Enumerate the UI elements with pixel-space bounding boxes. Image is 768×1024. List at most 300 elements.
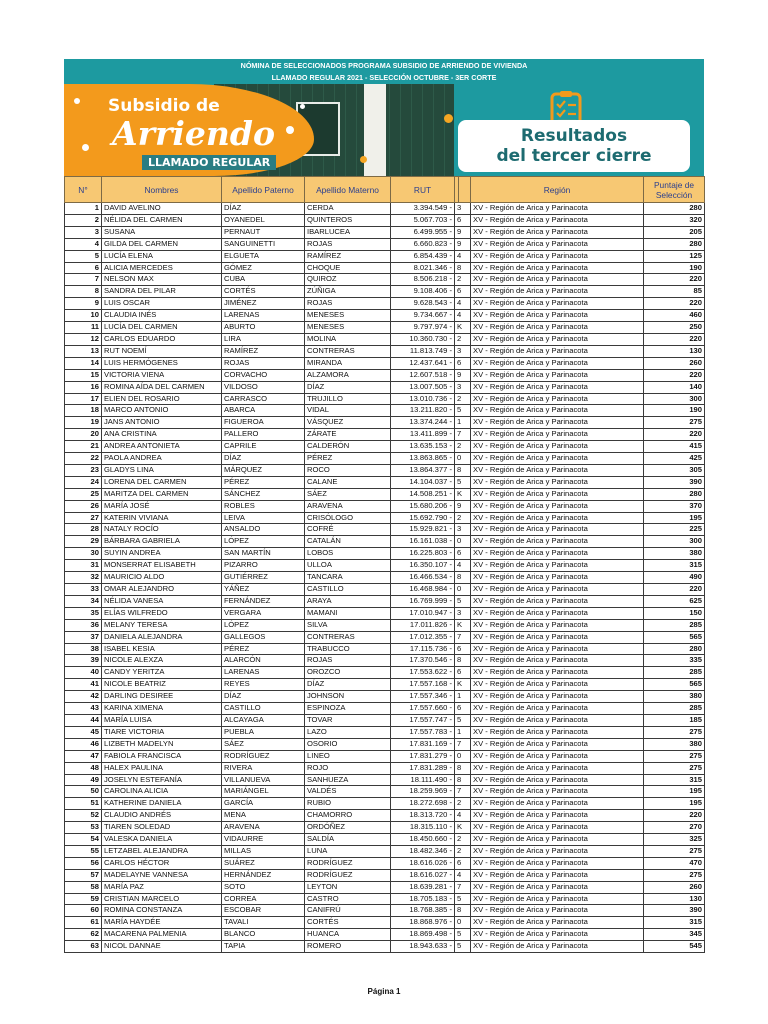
row-score: 315 (644, 917, 705, 929)
row-region: XV - Región de Arica y Parinacota (471, 822, 644, 834)
row-rut-check-digit: 5 (455, 893, 471, 905)
row-paternal-surname: PERNAUT (222, 226, 305, 238)
table-row (65, 834, 705, 846)
row-region: XV - Región de Arica y Parinacota (471, 584, 644, 596)
row-paternal-surname: MENA (222, 810, 305, 822)
row-number: 6 (65, 262, 102, 274)
row-names: JANS ANTONIO (102, 417, 222, 429)
table-row (65, 310, 705, 322)
row-rut-check-digit: 0 (455, 584, 471, 596)
decor-dot (74, 98, 80, 104)
table-row (65, 679, 705, 691)
row-maternal-surname: SANHUEZA (305, 774, 391, 786)
row-maternal-surname: ULLOA (305, 560, 391, 572)
row-maternal-surname: RUBIO (305, 798, 391, 810)
row-score: 380 (644, 548, 705, 560)
row-number: 11 (65, 322, 102, 334)
row-maternal-surname: SALDÍA (305, 834, 391, 846)
row-score: 85 (644, 286, 705, 298)
row-rut-check-digit: 0 (455, 453, 471, 465)
row-region: XV - Región de Arica y Parinacota (471, 322, 644, 334)
row-paternal-surname: HERNÁNDEZ (222, 869, 305, 881)
table-row (65, 214, 705, 226)
row-number: 42 (65, 691, 102, 703)
row-paternal-surname: ANSALDO (222, 524, 305, 536)
results-subtitle: del tercer cierre (496, 146, 652, 166)
row-names: FABIOLA FRANCISCA (102, 750, 222, 762)
row-rut-check-digit: 3 (455, 203, 471, 215)
row-score: 545 (644, 941, 705, 953)
row-score: 625 (644, 595, 705, 607)
row-score: 280 (644, 643, 705, 655)
decor-dot (82, 144, 89, 151)
row-names: MARÍA JOSÉ (102, 500, 222, 512)
table-row (65, 845, 705, 857)
row-maternal-surname: IBARLUCEA (305, 226, 391, 238)
row-score: 280 (644, 203, 705, 215)
row-number: 53 (65, 822, 102, 834)
row-paternal-surname: CASTILLO (222, 703, 305, 715)
row-score: 275 (644, 726, 705, 738)
page-number: Página 1 (367, 987, 401, 996)
row-number: 27 (65, 512, 102, 524)
row-rut-check-digit: 0 (455, 750, 471, 762)
row-names: NÉLIDA VANESA (102, 595, 222, 607)
table-row (65, 595, 705, 607)
row-maternal-surname: CASTRO (305, 893, 391, 905)
row-rut-check-digit: 5 (455, 476, 471, 488)
decor-dot (286, 126, 294, 134)
row-region: XV - Región de Arica y Parinacota (471, 512, 644, 524)
row-rut: 17.557.168 - (391, 679, 455, 691)
row-number: 2 (65, 214, 102, 226)
row-region: XV - Región de Arica y Parinacota (471, 857, 644, 869)
row-number: 57 (65, 869, 102, 881)
row-region: XV - Región de Arica y Parinacota (471, 667, 644, 679)
row-region: XV - Región de Arica y Parinacota (471, 464, 644, 476)
row-region: XV - Región de Arica y Parinacota (471, 941, 644, 953)
table-row (65, 405, 705, 417)
row-rut-check-digit: 6 (455, 667, 471, 679)
row-number: 21 (65, 441, 102, 453)
table-row (65, 572, 705, 584)
row-rut-check-digit: 5 (455, 595, 471, 607)
row-region: XV - Región de Arica y Parinacota (471, 798, 644, 810)
row-region: XV - Región de Arica y Parinacota (471, 595, 644, 607)
row-rut-check-digit: 4 (455, 810, 471, 822)
row-rut: 14.508.251 - (391, 488, 455, 500)
row-names: MARÍA PAZ (102, 881, 222, 893)
row-maternal-surname: LAZO (305, 726, 391, 738)
row-region: XV - Región de Arica y Parinacota (471, 310, 644, 322)
row-region: XV - Región de Arica y Parinacota (471, 536, 644, 548)
row-score: 190 (644, 262, 705, 274)
row-number: 37 (65, 631, 102, 643)
row-names: GILDA DEL CARMEN (102, 238, 222, 250)
row-paternal-surname: SAN MARTÍN (222, 548, 305, 560)
row-score: 280 (644, 488, 705, 500)
row-names: CLAUDIO ANDRÉS (102, 810, 222, 822)
row-number: 12 (65, 333, 102, 345)
row-score: 285 (644, 619, 705, 631)
row-rut: 13.635.153 - (391, 441, 455, 453)
table-row (65, 726, 705, 738)
row-rut: 17.557.747 - (391, 714, 455, 726)
row-names: KATERIN VIVIANA (102, 512, 222, 524)
row-rut-check-digit: 3 (455, 345, 471, 357)
row-rut-check-digit: 2 (455, 274, 471, 286)
row-region: XV - Región de Arica y Parinacota (471, 750, 644, 762)
row-number: 33 (65, 584, 102, 596)
row-score: 130 (644, 345, 705, 357)
row-rut: 3.394.549 - (391, 203, 455, 215)
row-maternal-surname: ALZAMORA (305, 369, 391, 381)
row-maternal-surname: ESPINOZA (305, 703, 391, 715)
row-rut-check-digit: 6 (455, 548, 471, 560)
table-row (65, 869, 705, 881)
table-row (65, 584, 705, 596)
row-rut: 11.813.749 - (391, 345, 455, 357)
table-row (65, 607, 705, 619)
row-region: XV - Región de Arica y Parinacota (471, 607, 644, 619)
row-score: 140 (644, 381, 705, 393)
row-region: XV - Región de Arica y Parinacota (471, 357, 644, 369)
row-rut-check-digit: 9 (455, 238, 471, 250)
table-row (65, 941, 705, 953)
row-number: 54 (65, 834, 102, 846)
row-number: 34 (65, 595, 102, 607)
row-maternal-surname: TANCARA (305, 572, 391, 584)
row-names: NICOL DANNAE (102, 941, 222, 953)
table-row (65, 322, 705, 334)
table-row (65, 548, 705, 560)
row-maternal-surname: MOLINA (305, 333, 391, 345)
row-names: CRISTIAN MARCELO (102, 893, 222, 905)
row-score: 220 (644, 810, 705, 822)
row-rut: 14.104.037 - (391, 476, 455, 488)
row-rut: 13.211.820 - (391, 405, 455, 417)
row-names: ROMINA CONSTANZA (102, 905, 222, 917)
row-rut-check-digit: 2 (455, 798, 471, 810)
row-rut: 13.863.865 - (391, 453, 455, 465)
row-names: SUSANA (102, 226, 222, 238)
row-names: DAVID AVELINO (102, 203, 222, 215)
row-rut-check-digit: 8 (455, 774, 471, 786)
table-row (65, 667, 705, 679)
row-number: 23 (65, 464, 102, 476)
row-names: CANDY YERITZA (102, 667, 222, 679)
row-rut: 17.831.289 - (391, 762, 455, 774)
table-row (65, 762, 705, 774)
row-names: MARITZA DEL CARMEN (102, 488, 222, 500)
table-row (65, 810, 705, 822)
row-region: XV - Región de Arica y Parinacota (471, 262, 644, 274)
table-row (65, 750, 705, 762)
row-names: KATHERINE DANIELA (102, 798, 222, 810)
row-region: XV - Región de Arica y Parinacota (471, 476, 644, 488)
row-paternal-surname: LÓPEZ (222, 619, 305, 631)
row-rut-check-digit: 6 (455, 857, 471, 869)
row-rut: 13.374.244 - (391, 417, 455, 429)
row-paternal-surname: DÍAZ (222, 691, 305, 703)
table-row (65, 881, 705, 893)
row-rut: 18.616.026 - (391, 857, 455, 869)
row-region: XV - Región de Arica y Parinacota (471, 560, 644, 572)
row-paternal-surname: VILLANUEVA (222, 774, 305, 786)
row-score: 125 (644, 250, 705, 262)
row-number: 35 (65, 607, 102, 619)
row-score: 415 (644, 441, 705, 453)
row-number: 30 (65, 548, 102, 560)
table-row (65, 703, 705, 715)
row-names: MARÍA LUISA (102, 714, 222, 726)
col-header-paternal-surname: Apellido Paterno (222, 177, 305, 203)
col-header-rut: RUT (391, 177, 455, 203)
table-header-row (65, 177, 705, 203)
row-paternal-surname: MILLAS (222, 845, 305, 857)
row-number: 58 (65, 881, 102, 893)
row-score: 275 (644, 762, 705, 774)
row-rut: 16.466.534 - (391, 572, 455, 584)
row-score: 320 (644, 214, 705, 226)
row-rut: 17.557.346 - (391, 691, 455, 703)
row-paternal-surname: ROJAS (222, 357, 305, 369)
row-rut: 17.831.279 - (391, 750, 455, 762)
row-score: 275 (644, 750, 705, 762)
row-number: 9 (65, 298, 102, 310)
row-region: XV - Región de Arica y Parinacota (471, 643, 644, 655)
row-region: XV - Región de Arica y Parinacota (471, 286, 644, 298)
row-maternal-surname: CHOQUE (305, 262, 391, 274)
row-number: 40 (65, 667, 102, 679)
row-maternal-surname: COFRÉ (305, 524, 391, 536)
row-score: 390 (644, 905, 705, 917)
table-row (65, 655, 705, 667)
row-names: SANDRA DEL PILAR (102, 286, 222, 298)
row-rut-check-digit: 1 (455, 417, 471, 429)
table-row (65, 822, 705, 834)
row-maternal-surname: CASTILLO (305, 584, 391, 596)
row-rut: 17.557.660 - (391, 703, 455, 715)
row-number: 13 (65, 345, 102, 357)
row-number: 49 (65, 774, 102, 786)
row-paternal-surname: ESCOBAR (222, 905, 305, 917)
row-names: VICTORIA VIENA (102, 369, 222, 381)
row-names: PAOLA ANDREA (102, 453, 222, 465)
row-maternal-surname: CALANE (305, 476, 391, 488)
row-number: 8 (65, 286, 102, 298)
row-names: DANIELA ALEJANDRA (102, 631, 222, 643)
row-region: XV - Región de Arica y Parinacota (471, 429, 644, 441)
row-score: 150 (644, 607, 705, 619)
row-rut: 17.557.783 - (391, 726, 455, 738)
table-row (65, 393, 705, 405)
row-maternal-surname: RAMÍREZ (305, 250, 391, 262)
row-number: 19 (65, 417, 102, 429)
table-row (65, 917, 705, 929)
row-rut-check-digit: 3 (455, 607, 471, 619)
row-paternal-surname: CORVACHO (222, 369, 305, 381)
row-paternal-surname: GÓMEZ (222, 262, 305, 274)
row-region: XV - Región de Arica y Parinacota (471, 655, 644, 667)
table-row (65, 905, 705, 917)
row-paternal-surname: MARIÁNGEL (222, 786, 305, 798)
row-maternal-surname: ORDÓÑEZ (305, 822, 391, 834)
row-maternal-surname: OSORIO (305, 738, 391, 750)
row-maternal-surname: ARAVENA (305, 500, 391, 512)
row-rut-check-digit: 9 (455, 500, 471, 512)
row-region: XV - Región de Arica y Parinacota (471, 417, 644, 429)
row-rut: 17.370.546 - (391, 655, 455, 667)
row-names: GLADYS LINA (102, 464, 222, 476)
row-paternal-surname: DÍAZ (222, 203, 305, 215)
table-row (65, 691, 705, 703)
title-line-1: NÓMINA DE SELECCIONADOS PROGRAMA SUBSIDIO DE ARRIENDO DE VIVIENDA (240, 61, 528, 70)
row-rut-check-digit: 7 (455, 881, 471, 893)
row-rut-check-digit: K (455, 679, 471, 691)
row-rut-check-digit: 5 (455, 941, 471, 953)
table-row (65, 536, 705, 548)
row-names: LORENA DEL CARMEN (102, 476, 222, 488)
row-names: MAURICIO ALDO (102, 572, 222, 584)
col-header-blank (459, 177, 471, 203)
row-rut-check-digit: 3 (455, 524, 471, 536)
row-region: XV - Región de Arica y Parinacota (471, 703, 644, 715)
row-score: 195 (644, 512, 705, 524)
table-row (65, 226, 705, 238)
row-names: MELANY TERESA (102, 619, 222, 631)
table-row (65, 298, 705, 310)
row-score: 130 (644, 893, 705, 905)
row-names: ANA CRISTINA (102, 429, 222, 441)
row-paternal-surname: ALCAYAGA (222, 714, 305, 726)
row-score: 270 (644, 822, 705, 834)
row-region: XV - Región de Arica y Parinacota (471, 881, 644, 893)
row-number: 1 (65, 203, 102, 215)
row-rut-check-digit: 8 (455, 762, 471, 774)
row-rut-check-digit: 9 (455, 226, 471, 238)
row-paternal-surname: LARENAS (222, 310, 305, 322)
row-rut: 18.868.976 - (391, 917, 455, 929)
row-number: 32 (65, 572, 102, 584)
row-paternal-surname: PIZARRO (222, 560, 305, 572)
row-region: XV - Región de Arica y Parinacota (471, 345, 644, 357)
row-names: OMAR ALEJANDRO (102, 584, 222, 596)
row-maternal-surname: LUNA (305, 845, 391, 857)
row-paternal-surname: FIGUEROA (222, 417, 305, 429)
table-row (65, 631, 705, 643)
row-rut: 18.313.720 - (391, 810, 455, 822)
row-rut: 13.007.505 - (391, 381, 455, 393)
row-maternal-surname: SÁEZ (305, 488, 391, 500)
row-names: KARINA XIMENA (102, 703, 222, 715)
row-number: 22 (65, 453, 102, 465)
row-score: 195 (644, 786, 705, 798)
table-row (65, 262, 705, 274)
row-rut: 18.705.183 - (391, 893, 455, 905)
table-row (65, 643, 705, 655)
row-score: 315 (644, 560, 705, 572)
row-names: DARLING DESIREE (102, 691, 222, 703)
row-score: 285 (644, 703, 705, 715)
row-number: 7 (65, 274, 102, 286)
row-region: XV - Región de Arica y Parinacota (471, 726, 644, 738)
row-paternal-surname: ARAVENA (222, 822, 305, 834)
row-paternal-surname: GARCÍA (222, 798, 305, 810)
row-region: XV - Región de Arica y Parinacota (471, 488, 644, 500)
row-number: 52 (65, 810, 102, 822)
row-score: 220 (644, 584, 705, 596)
row-paternal-surname: VIDAURRE (222, 834, 305, 846)
row-number: 44 (65, 714, 102, 726)
row-paternal-surname: BLANCO (222, 929, 305, 941)
row-paternal-surname: SUÁREZ (222, 857, 305, 869)
table-row (65, 619, 705, 631)
row-number: 24 (65, 476, 102, 488)
col-header-names: Nombres (102, 177, 222, 203)
row-rut-check-digit: 5 (455, 929, 471, 941)
row-number: 28 (65, 524, 102, 536)
row-number: 46 (65, 738, 102, 750)
row-paternal-surname: PÉREZ (222, 643, 305, 655)
row-region: XV - Región de Arica y Parinacota (471, 381, 644, 393)
row-names: HALEX PAULINA (102, 762, 222, 774)
row-names: ISABEL KESIA (102, 643, 222, 655)
row-number: 29 (65, 536, 102, 548)
row-region: XV - Región de Arica y Parinacota (471, 203, 644, 215)
row-maternal-surname: CANIFRÚ (305, 905, 391, 917)
row-score: 220 (644, 333, 705, 345)
logo-llamado-text: LLAMADO REGULAR (142, 155, 276, 170)
row-maternal-surname: RODRÍGUEZ (305, 869, 391, 881)
row-score: 205 (644, 226, 705, 238)
row-rut-check-digit: K (455, 322, 471, 334)
row-region: XV - Región de Arica y Parinacota (471, 631, 644, 643)
row-score: 190 (644, 405, 705, 417)
row-region: XV - Región de Arica y Parinacota (471, 905, 644, 917)
row-region: XV - Región de Arica y Parinacota (471, 369, 644, 381)
row-number: 10 (65, 310, 102, 322)
row-maternal-surname: MENESES (305, 310, 391, 322)
row-region: XV - Región de Arica y Parinacota (471, 619, 644, 631)
decor-dot (444, 114, 453, 123)
row-region: XV - Región de Arica y Parinacota (471, 274, 644, 286)
row-region: XV - Región de Arica y Parinacota (471, 226, 644, 238)
col-header-maternal-surname: Apellido Materno (305, 177, 391, 203)
row-rut: 9.108.406 - (391, 286, 455, 298)
row-rut: 17.012.355 - (391, 631, 455, 643)
row-rut: 18.639.281 - (391, 881, 455, 893)
row-score: 220 (644, 369, 705, 381)
logo-arriendo-text: Arriendo (112, 114, 275, 153)
row-maternal-surname: HUANCA (305, 929, 391, 941)
row-names: ANDREA ANTONIETA (102, 441, 222, 453)
row-region: XV - Región de Arica y Parinacota (471, 929, 644, 941)
row-paternal-surname: CORREA (222, 893, 305, 905)
row-names: NATALY ROCÍO (102, 524, 222, 536)
col-header-number: N° (65, 177, 102, 203)
row-number: 50 (65, 786, 102, 798)
row-names: LUCÍA DEL CARMEN (102, 322, 222, 334)
row-rut-check-digit: 4 (455, 310, 471, 322)
row-paternal-surname: FERNÁNDEZ (222, 595, 305, 607)
row-paternal-surname: RIVERA (222, 762, 305, 774)
row-region: XV - Región de Arica y Parinacota (471, 893, 644, 905)
row-rut: 18.869.498 - (391, 929, 455, 941)
row-paternal-surname: REYES (222, 679, 305, 691)
row-rut: 17.011.826 - (391, 619, 455, 631)
row-rut-check-digit: 8 (455, 655, 471, 667)
